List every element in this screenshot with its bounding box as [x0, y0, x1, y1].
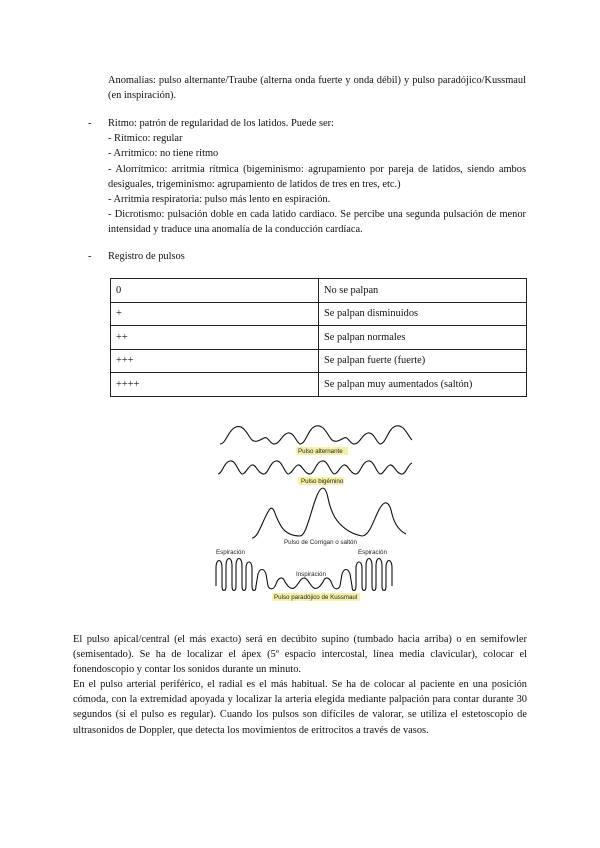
- corrigan-wave: [252, 488, 406, 538]
- table-row: [111, 349, 527, 373]
- desc-cell: Se palpan fuerte (fuerte): [319, 349, 527, 373]
- table-row: [111, 373, 527, 397]
- ritmo-heading: Ritmo: patrón de regularidad de los latidos. Puede ser:: [108, 118, 334, 129]
- desc-cell: Se palpan normales: [319, 326, 527, 350]
- bigemino-label: Pulso bigémino: [301, 478, 344, 485]
- ritmo-item-arritmico: - Arrítmico: no tiene ritmo: [108, 148, 219, 160]
- corrigan-label: Pulso de Corrigan o saltón: [284, 539, 357, 546]
- grade-cell: ++: [111, 326, 319, 350]
- inspiracion-label: Inspiración: [296, 571, 326, 578]
- ritmo-item-alorritmico: - Alorrítmico: arritmia rítmica (bigeminismo: agrupamiento por pareja de latidos, siendo ambos desiguales, trigeminismo: agrupamiento de latidos de tres en tres, etc.): [108, 163, 526, 190]
- espiracion-right-label: Espiración: [358, 549, 387, 556]
- alternante-label: Pulso alternante: [298, 448, 343, 455]
- ritmo-item-ritmico: - Rítmico: regular: [108, 133, 183, 145]
- desc-cell: Se palpan disminuidos: [319, 302, 527, 326]
- arterial-paragraph: En el pulso arterial periférico, el radial es el más habitual. Se ha de colocar al paciente en una posición cómoda, con la extremidad apoyada y localizar la arteria elegida mediante palpación para contar durante 30 segundos (si el pulso es regular). Cuando los pulsos son difíciles de valorar, se utiliza el estetoscopio de ultrasonidos de Doppler, que detecta los movimientos de eritrocitos a través de vasos.: [73, 679, 527, 736]
- table-row: [111, 302, 527, 326]
- apical-paragraph: El pulso apical/central (el más exacto) será en decúbito supino (tumbado hacia arriba) o en semifowler (semisentado). Se ha de localizar el ápex (5º espacio intercostal, línea media clavicular), colocar el fonendoscopio y contar los sonidos durante un minuto.: [73, 634, 527, 676]
- table-row: [111, 326, 527, 350]
- registro-heading: Registro de pulsos: [108, 251, 185, 262]
- grade-cell: 0: [111, 279, 319, 303]
- ritmo-bullet: -: [88, 118, 92, 129]
- ritmo-item-respiratoria: - Arritmia respiratoria: pulso más lento en espiración.: [108, 194, 331, 206]
- desc-cell: No se palpan: [319, 279, 527, 303]
- table-row: [111, 279, 527, 303]
- grade-cell: +++: [111, 349, 319, 373]
- pulse-grade-table: [110, 278, 527, 397]
- pulse-waveforms-figure: [212, 418, 422, 604]
- kussmaul-label: Pulso paradójico de Kussmaul: [274, 594, 358, 601]
- grade-cell: +: [111, 302, 319, 326]
- alternante-wave: [220, 426, 412, 444]
- anomalias-paragraph: Anomalías: pulso alternante/Traube (alterna onda fuerte y onda débil) y pulso paradójico/Kussmaul (en inspiración).: [108, 75, 526, 102]
- desc-cell: Se palpan muy aumentados (saltón): [319, 373, 527, 397]
- ritmo-section: [108, 116, 526, 238]
- grade-cell: ++++: [111, 373, 319, 397]
- espiracion-left-label: Espiración: [216, 549, 245, 556]
- ritmo-item-dicrotismo: - Dicrotismo: pulsación doble en cada latido cardiaco. Se percibe una segunda pulsación de menor intensidad y traduce una anomalía de la conducción cardíaca.: [108, 209, 526, 236]
- registro-bullet: -: [88, 251, 92, 262]
- bigemino-wave: [218, 461, 412, 474]
